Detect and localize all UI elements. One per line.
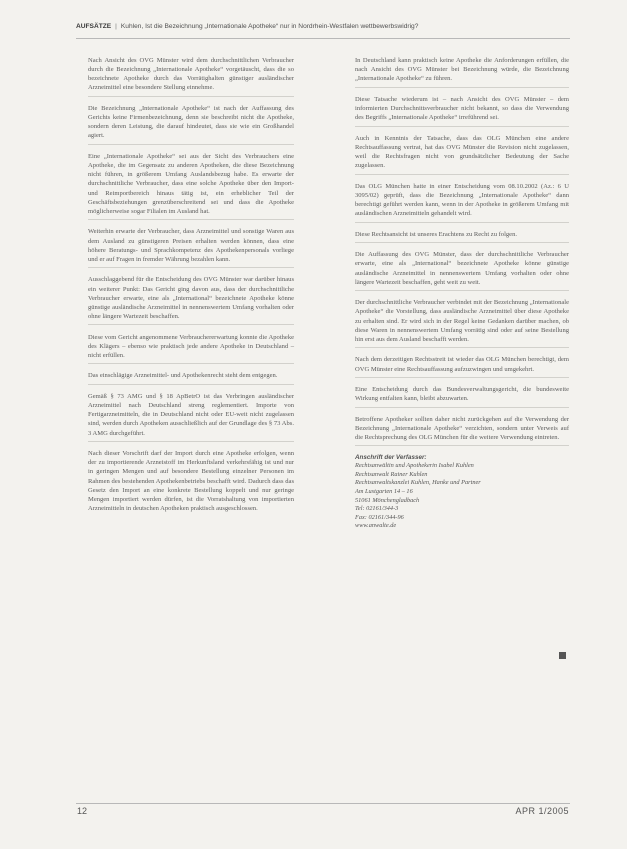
paragraph: Das einschlägige Arzneimittel- und Apothekenrecht steht dem entgegen.	[88, 371, 294, 384]
section-label: AUFSÄTZE	[76, 23, 112, 30]
paragraph: Nach Ansicht des OVG Münster wird dem durchschnittlichen Verbraucher durch die Bezeichnung „Internationale Apotheke“ vorgetäuscht, dass die so bezeichnete Apotheke durch das Vorrätighalten günstiger ausländischer Arzneimittel eine besondere Stellung einnehme.	[88, 56, 294, 97]
paragraph: In Deutschland kann praktisch keine Apotheke die Anforderungen erfüllen, die nach Ansicht des OVG Münster bei Bezeichnung würde, die Bezeichnung „Internationale Apotheke“ zu führen.	[355, 56, 569, 88]
author-line: Rechtsanwältin und Apothekerin Isabel Kuhlen	[355, 462, 474, 470]
page-number: 12	[77, 806, 88, 816]
author-line: www.anwalte.de	[355, 522, 397, 530]
paragraph: Diese Rechtsansicht ist unseres Erachtens zu Recht zu folgen.	[355, 230, 569, 243]
author-line: 51061 Mönchengladbach	[355, 496, 420, 504]
paragraph: Eine „Internationale Apotheke“ sei aus der Sicht des Verbrauchers eine Apotheke, die im Gegensatz zu anderen Apotheken, die diese Bezeichnung nicht führen, in größerem Umfang Auslandsbezug habe. Es erwarte der durchschnittliche Verbraucher, dass eine solche Apotheke über den Import- und Reimportbereich hinaus tätig ist, ein erheblicher Teil der Geschäftsbeziehungen grenzüberschreitend sei und dass die Apotheke möglicherweise sogar Filialen im Ausland hat.	[88, 152, 294, 220]
paragraph: Das OLG München hatte in einer Entscheidung vom 08.10.2002 (Az.: 6 U 3095/02) geprüft, dass die Bezeichnung „Internationale Apotheke“ dann berechtigt geführt werden kann, wenn in der Apotheke in größerem Umfang mit ausländischen Arzneimitteln gehandelt wird.	[355, 182, 569, 223]
paragraph: Gemäß § 73 AMG und § 18 ApBetrO ist das Verbringen ausländischer Arzneimittel nach Deutschland streng reglementiert. Importe von Fertigarzneimitteln, die in Deutschland nicht oder EU-weit nicht zugelassen sind, werden durch Apotheken ausschließlich auf der Grundlage des § 73 Abs. 3 AMG durchgeführt.	[88, 392, 294, 442]
author-label: Anschrift der Verfasser:	[355, 453, 427, 461]
article-title: Kuhlen, Ist die Bezeichnung „Internationale Apotheke“ nur in Nordrhein-Westfalen wettbewerbswidrig?	[120, 23, 419, 30]
paragraph: Auch in Kenntnis der Tatsache, dass das OLG München eine andere Rechtsauffassung vertrat, hat das OVG Münster die Revision nicht zugelassen, weil die Rechtsfragen nicht von grundsätzlicher Bedeutung der Sache zugelassen.	[355, 134, 569, 175]
paragraph: Betroffene Apotheker sollten daher nicht zurückgehen auf die Verwendung der Bezeichnung „Internationale Apotheke“ verzichten, sondern unter Verweis auf die Rechtsprechung des OLG München für die weitere Verwendung eintreten.	[355, 415, 569, 447]
author-line: Tel: 02161/344-3	[355, 505, 399, 513]
issue-label: APR 1/2005	[515, 806, 569, 816]
paragraph: Nach dem derzeitigen Rechtsstreit ist wieder das OLG München berechtigt, dem OVG Münster eine Rechtsauffassung aufzuzwingen und umgekehrt.	[355, 355, 569, 378]
right-column	[355, 56, 569, 531]
paragraph: Ausschlaggebend für die Entscheidung des OVG Münster war darüber hinaus ein weiterer Punkt: Das Gericht ging davon aus, dass der durchschnittliche Verbraucher erwarte, eine als „International“ bezeichnete Apotheke könne günstige ausländische Arzneimittel in nennenswertem Umfang vorhalten oder ohne längere Wartezeit beschaffen.	[88, 275, 294, 325]
paragraph: Diese vom Gericht angenommene Verbrauchererwartung konnte die Apotheke des Klägers – ebenso wie praktisch jede andere Apotheke in Deutschland – nicht erfüllen.	[88, 333, 294, 365]
author-line: Fax: 02161/344-96	[355, 513, 404, 521]
paragraph: Die Auffassung des OVG Münster, dass der durchschnittliche Verbraucher erwarte, eine als „International“ bezeichnete Apotheke könne günstige ausländische Arzneimittel in nennenswertem Umfang vorhalten oder ohne längere Wartezeit beschaffen, geht weit zu weit.	[355, 250, 569, 291]
author-line: Am Lustgarten 14 – 16	[355, 487, 413, 495]
left-column	[88, 56, 294, 524]
running-header	[76, 21, 570, 35]
end-of-article-square-icon	[559, 652, 566, 659]
paragraph: Die Bezeichnung „Internationale Apotheke“ ist nach der Auffassung des Gerichts keine Firmenbezeichnung, denn sie beschreibt nicht die Apotheke, sondern deren Leistung, die darauf hindeutet, dass sie wie ein Großhandel agiert.	[88, 104, 294, 145]
paragraph: Eine Entscheidung durch das Bundesverwaltungsgericht, die bundesweite Wirkung entfalten kann, bleibt abzuwarten.	[355, 385, 569, 408]
paragraph: Weiterhin erwarte der Verbraucher, dass Arzneimittel und sonstige Waren aus dem Ausland zu günstigeren Preisen erhalten werden können, dass eine höhere Beratungs- und Sprachkompetenz des Apothekenpersonals vorliege und er auf Fragen in fremder Währung bezahlen kann.	[88, 227, 294, 268]
author-line: Rechtsanwaltskanzlei Kuhlen, Hanke und Partner	[355, 479, 481, 487]
author-address	[355, 454, 569, 531]
paragraph: Diese Tatsache wiederum ist – nach Ansicht des OVG Münster – dem informierten Durchschnittsverbraucher nicht bekannt, so dass die Verwendung des Begriffs „Internationale Apotheke“ irreführend sei.	[355, 95, 569, 127]
paragraph: Nach dieser Vorschrift darf der Import durch eine Apotheke erfolgen, wenn der zu importierende Arzneistoff im Herkunftsland verkehrsfähig ist und nur in geringen Mengen und auf besondere Bestellung einzelner Personen im Rahmen des bestehenden Apothekenbetriebs beschafft wird. Dadurch dass das Gesetz den Import an eine konkrete Bestellung koppelt und nur geringe Mengen importiert werden dürfen, ist die Vorratshaltung von importierten Arzneimitteln in deutschen Apotheken praktisch ausgeschlossen.	[88, 450, 294, 513]
header-rule	[76, 38, 570, 39]
paragraph: Der durchschnittliche Verbraucher verbindet mit der Bezeichnung „Internationale Apotheke“ die Vorstellung, dass ausländische Arzneimittel über diese Apotheke zu erhalten sind. Er wird sich in der Regel keine Gedanken darüber machen, ob diese Waren in nennenswertem Umfang vorrätig sind oder auf seine Bestellung hin erst aus dem Ausland beschafft werden.	[355, 298, 569, 348]
footer-rule	[76, 803, 570, 804]
header-separator: |	[115, 23, 117, 30]
author-line: Rechtsanwalt Rainer Kuhlen	[355, 470, 428, 478]
